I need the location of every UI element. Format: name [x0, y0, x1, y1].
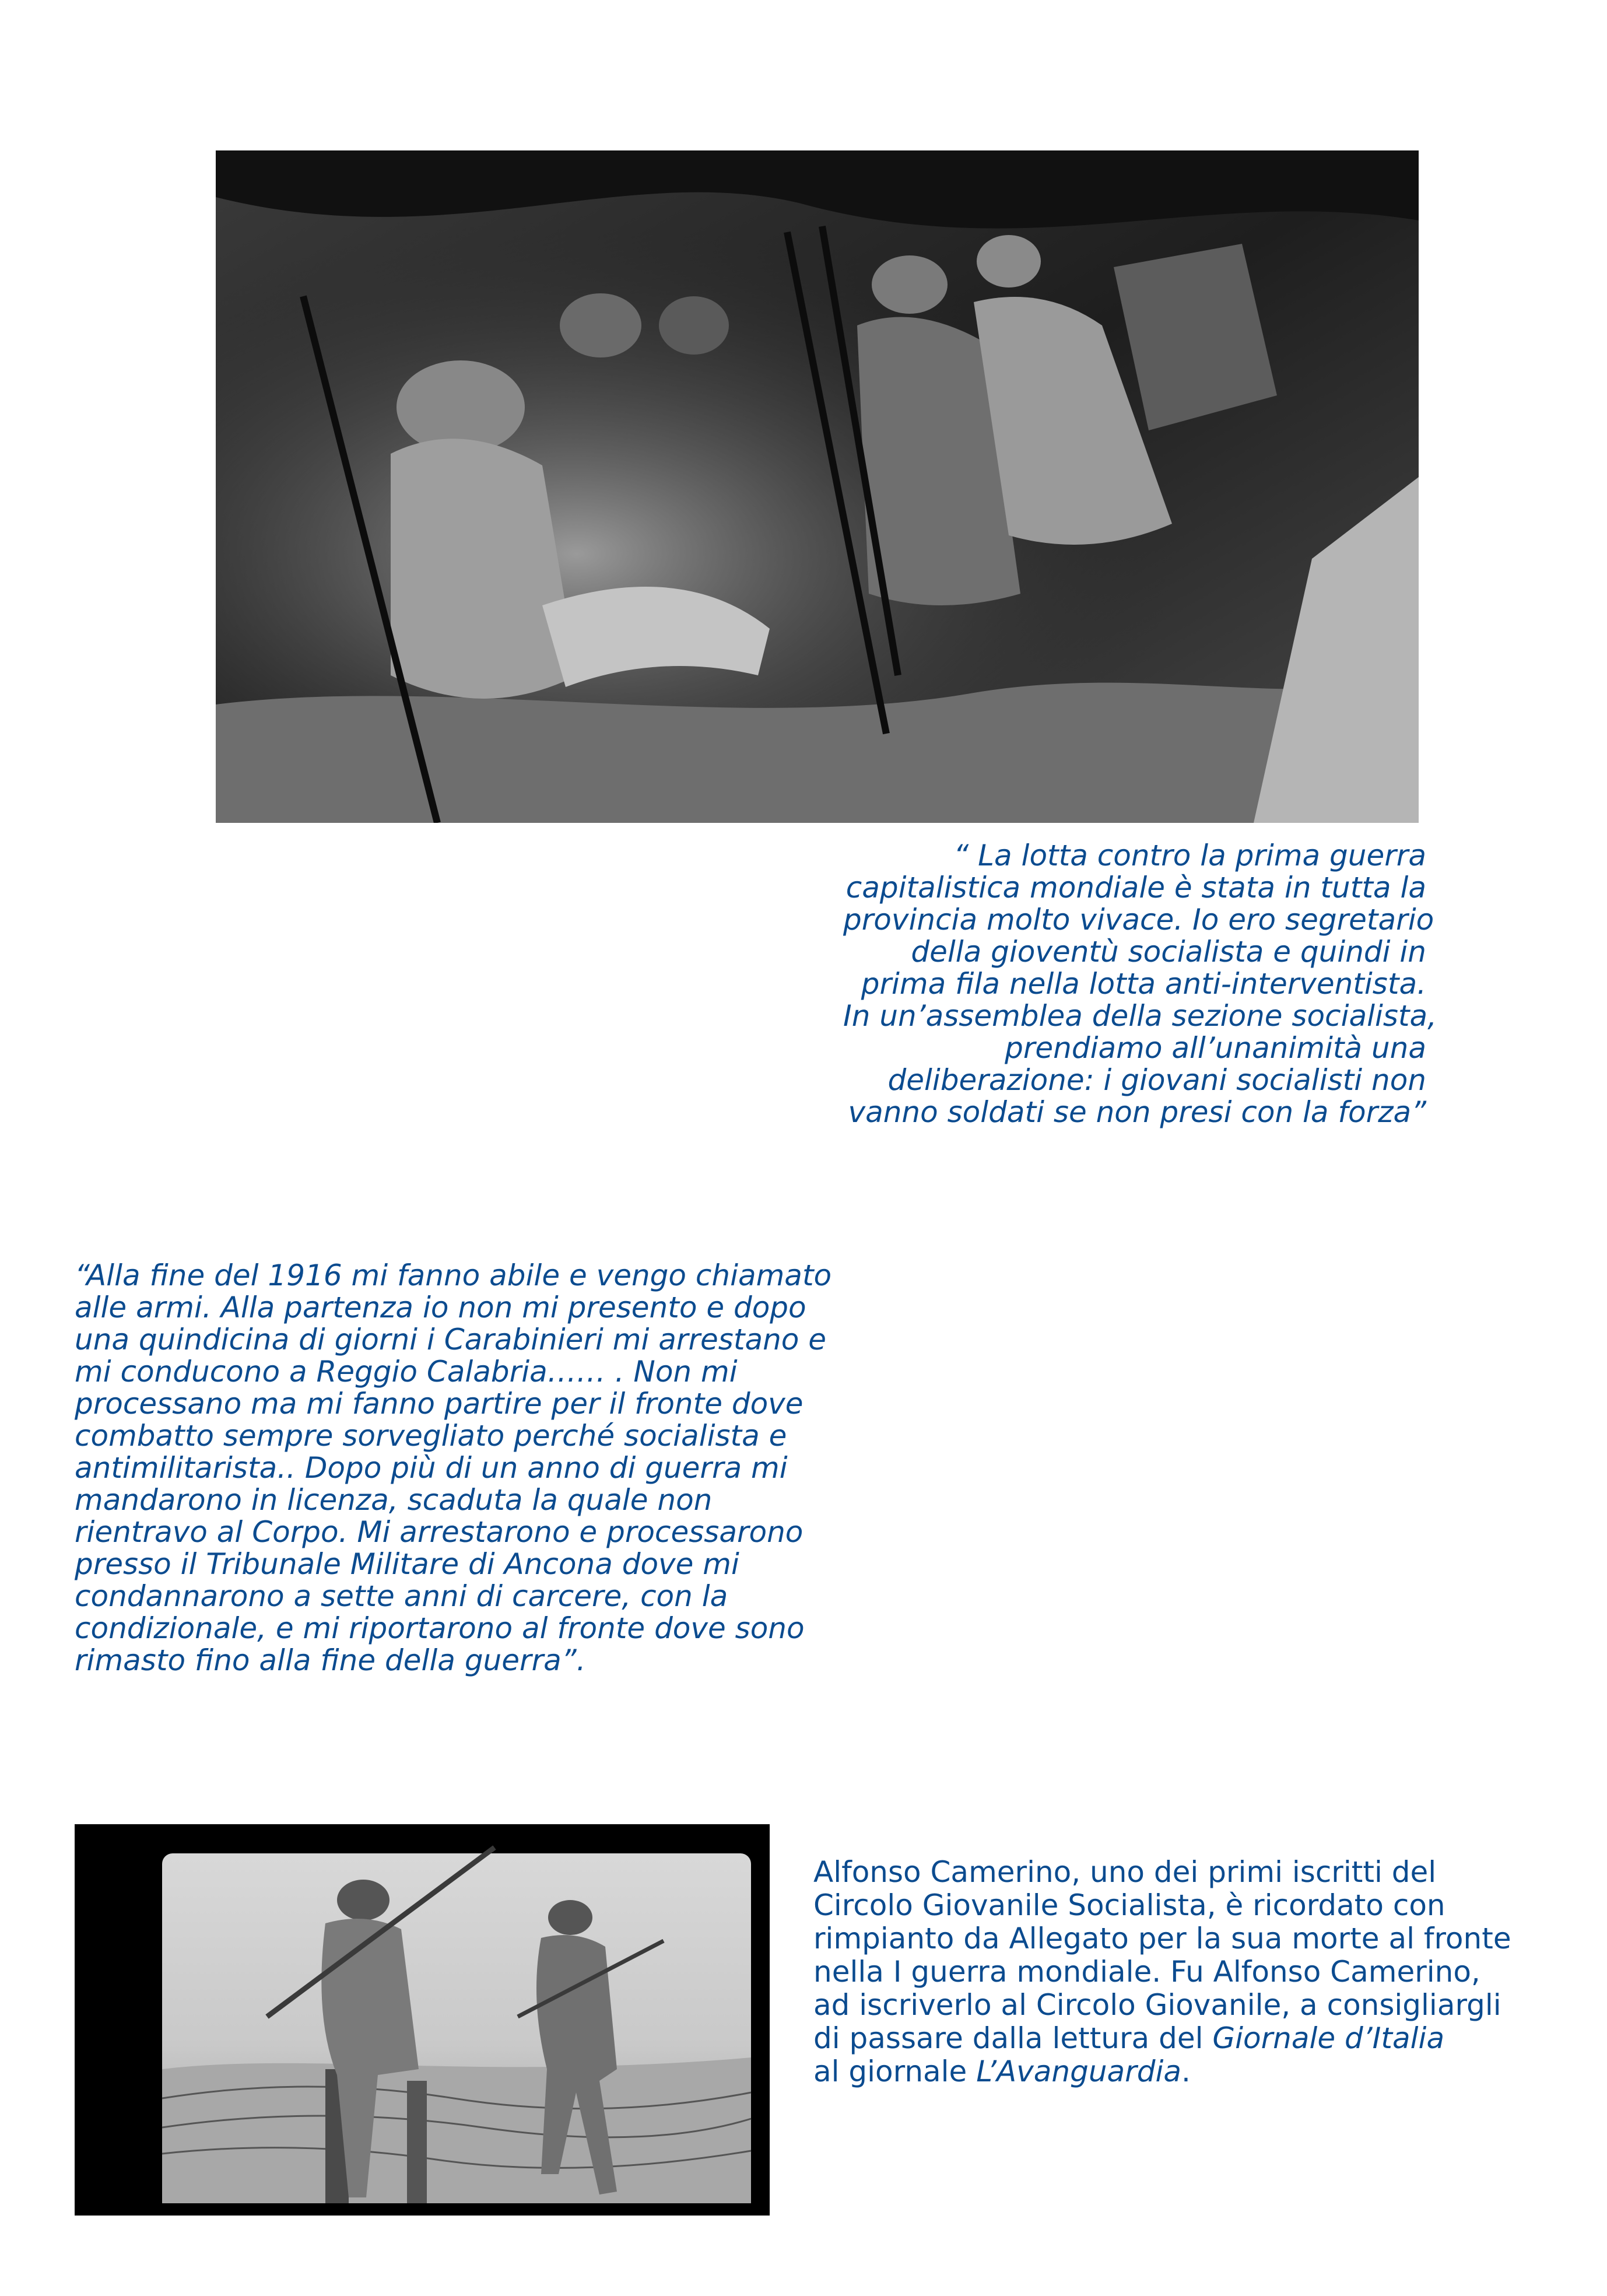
quote-mid-line: “Alla fine del 1916 mi fanno abile e vengo chiamato [75, 1259, 832, 1292]
quote-mid-line: rimasto fino alla fine della guerra”. [75, 1643, 586, 1677]
quote-mid-line: una quindicina di giorni i Carabinieri mi arrestano e [75, 1323, 827, 1356]
trench-soldiers-photo [216, 150, 1419, 823]
bio-text: . [1181, 2055, 1191, 2088]
bio-line: ad iscriverlo al Circolo Giovanile, a consigliargli [813, 1988, 1501, 2022]
quote-top-line: della gioventù socialista e quindi in [911, 935, 1426, 969]
quote-top-line: vanno soldati se non presi con la forza” [848, 1095, 1426, 1129]
bio-alfonso-camerino [813, 1856, 1571, 2088]
advancing-soldiers-photo [75, 1824, 770, 2216]
quote-top-line: “ La lotta contro la prima guerra [953, 839, 1426, 872]
newspaper-title: L’Avanguardia [976, 2055, 1181, 2088]
quote-mid-line: alle armi. Alla partenza io non mi presento e dopo [75, 1291, 806, 1324]
quote-mid-line: processano ma mi fanno partire per il fronte dove [75, 1387, 804, 1421]
quote-mid-line: mi conducono a Reggio Calabria…… . Non mi [75, 1355, 738, 1389]
quote-mid-line: combatto sempre sorvegliato perché socialista e [75, 1419, 787, 1453]
quote-top-line: capitalistica mondiale è stata in tutta la [845, 871, 1426, 905]
quote-mid-line: condizionale, e mi riportarono al fronte dove sono [75, 1611, 805, 1645]
bio-line: Alfonso Camerino, uno dei primi iscritti del [813, 1855, 1437, 1889]
quote-mid-line: rientravo al Corpo. Mi arrestarono e processarono [75, 1515, 804, 1549]
bio-line: nella I guerra mondiale. Fu Alfonso Camerino, [813, 1955, 1480, 1989]
quote-top-line: deliberazione: i giovani socialisti non [887, 1063, 1426, 1097]
bio-text: al giornale [813, 2055, 977, 2088]
newspaper-title: Giornale d’Italia [1212, 2021, 1445, 2055]
bio-text: di passare dalla lettura del [813, 2021, 1213, 2055]
quote-mid-line: mandarono in licenza, scaduta la quale non [75, 1483, 713, 1517]
quote-top-line: prendiamo all’unanimità una [1005, 1031, 1426, 1065]
quote-top-line: provincia molto vivace. Io ero segretario [843, 903, 1434, 937]
bio-line [813, 2022, 1571, 2055]
quote-1916-call-up [75, 1260, 833, 1677]
quote-mid-line: condannarono a sette anni di carcere, con la [75, 1579, 728, 1613]
bio-line: Circolo Giovanile Socialista, è ricordato con [813, 1888, 1445, 1922]
quote-top-line: prima fila nella lotta anti-interventista. [861, 967, 1426, 1001]
quote-top-line: In un’assemblea della sezione socialista, [843, 999, 1437, 1033]
bio-line [813, 2055, 1571, 2088]
quote-mid-line: presso il Tribunale Militare di Ancona dove mi [75, 1547, 739, 1581]
bio-line: rimpianto da Allegato per la sua morte al fronte [813, 1922, 1511, 1955]
quote-anti-war [843, 839, 1437, 1129]
quote-mid-line: antimilitarista.. Dopo più di un anno di guerra mi [75, 1451, 788, 1485]
